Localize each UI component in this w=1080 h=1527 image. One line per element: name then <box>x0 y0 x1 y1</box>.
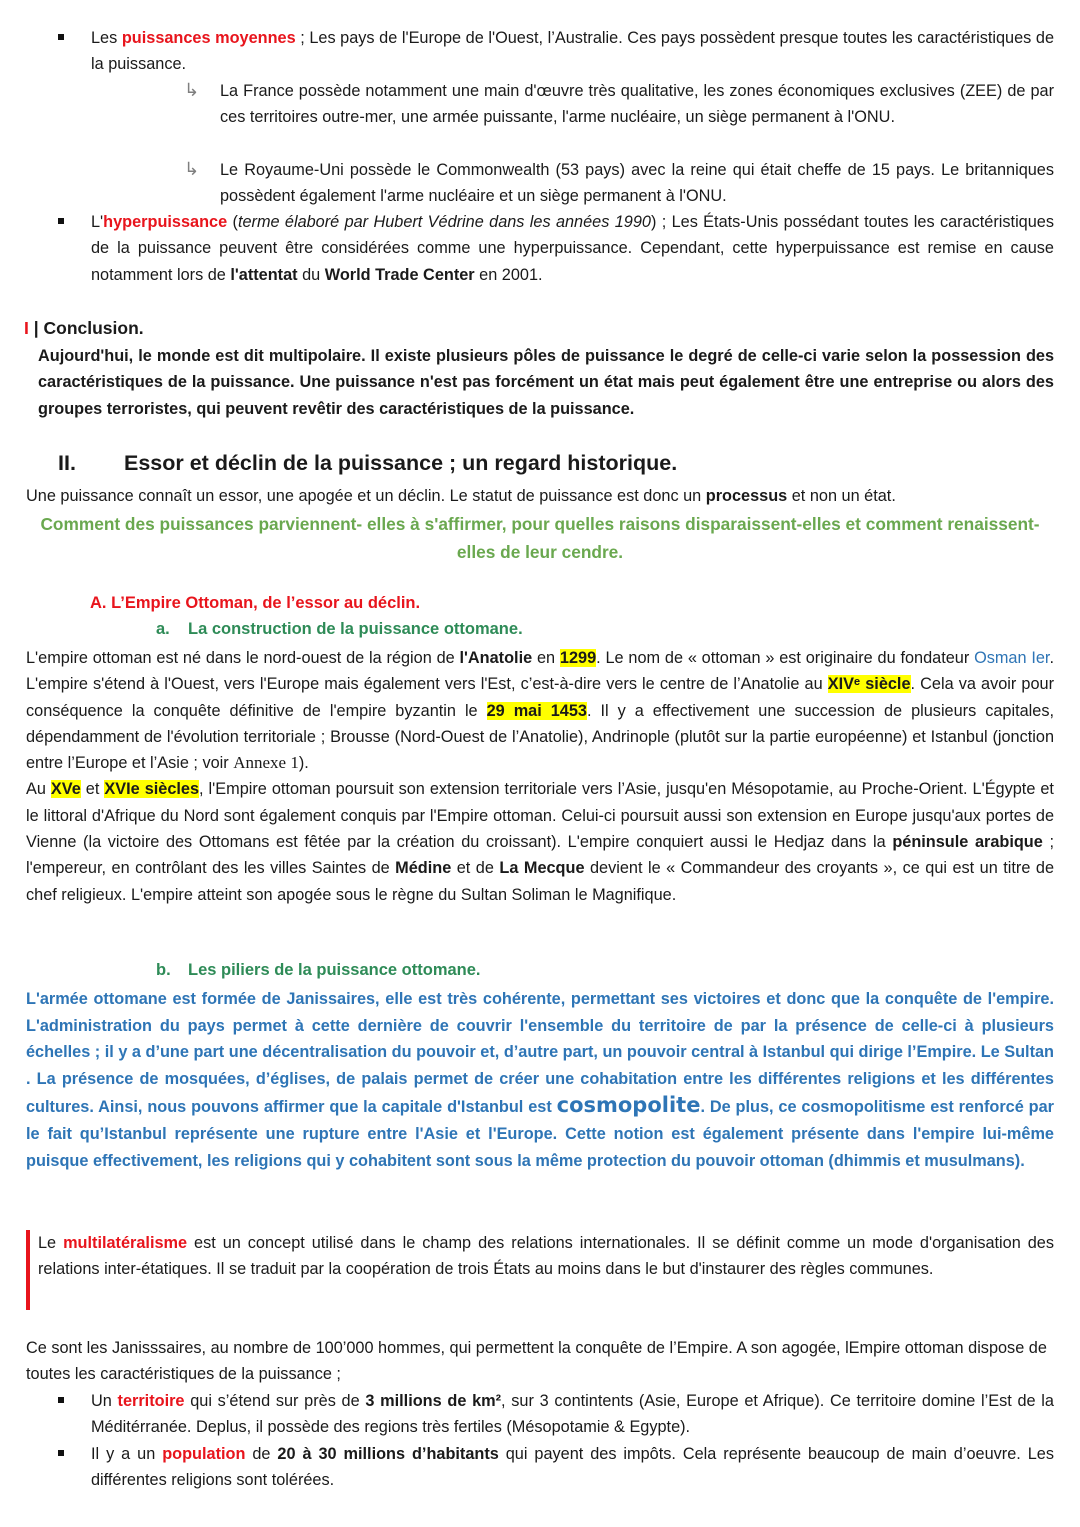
name-osman: Osman Ier <box>974 649 1050 667</box>
section-title: II. Essor et déclin de la puissance ; un regard historique. <box>58 451 678 475</box>
bullet-territoire: Un territoire qui s’étend sur près de 3 millions de km², sur 3 contintents (Asie, Europe et Afrique). Ce territoire domine l’Est de la Méditérranée. Deplus, il possède des regions très fertiles (Mésopotamie & Egypte). <box>91 1388 1054 1441</box>
section-intro: Une puissance connaît un essor, une apogée et un déclin. Le statut de puissance est donc un processus et non un état. <box>26 487 896 505</box>
heading-a-a: a. La construction de la puissance ottomane. <box>156 620 523 638</box>
sub-bullet-france: ↳ La France possède notamment une main d'œuvre très qualitative, les zones économiques exclusives (ZEE) de par ces territoires outre-mer, une armée puissante, l'arme nucléaire, un siège permanent à l'ONU. <box>184 80 1054 127</box>
term-hyperpuissance: hyperpuissance <box>103 213 228 231</box>
bullet-hyperpuissance: L'hyperpuissance (terme élaboré par Hubert Védrine dans les années 1990) ; Les États-Unis possédant toutes les caractéristiques de la puissance peuvent être considérées comme une hyperpuissance. Cependant, cette hyperpuissance est remise en cause notamment lors de l'attentat du World Trade Center en 2001. <box>91 209 1054 288</box>
annexe-ref: Annexe 1 <box>233 753 299 773</box>
highlight-1299: 1299 <box>559 649 597 667</box>
bullet-marker <box>58 1397 64 1403</box>
bullet-population: Il y a un population de 20 à 30 millions d’habitants qui payent des impôts. Cela représente beaucoup de main d’oeuvre. Les différentes religions sont tolérées. <box>91 1441 1054 1494</box>
paragraph-construction: L'empire ottoman est né dans le nord-ouest de la région de l'Anatolie en 1299. Le nom de « ottoman » est originaire du fondateur Osman Ier. L'empire s'étend à l'Ouest, vers l'Europe mais également vers l'Est, c’est-à-dire vers le centre de l’Anatolie au XIVᵉ siècle. Cela va avoir pour conséquence la conquête définitive de l'empire byzantin le 29 mai 1453. Il y a effectivement une succession de plusieurs capitales, dépendamment de l'évolution territoriale ; Brousse (Nord-Ouest de l’Anatolie), Andrinople (plutôt sur la partie européenne) et Istanbul (jonction entre l’Europe et l’Asie ; voir Annexe 1). Au XVe et XVIe siècles, l'Empire ottoman poursuit son extension territoriale vers l’Asie, jusqu'en Mésopotamie, au Proche-Orient. L'Égypte et le littoral d'Afrique du Nord sont également conquis par l'Empire ottoman. Celui-ci poursuit aussi son extension en Europe jusqu'aux portes de Vienne (la victoire des Ottomans est fêtée par la création du croissant). L'empire conquiert aussi le Hedjaz dans la péninsule arabique ; l'empereur, en contrôlant des les villes Saintes de Médine et de La Mecque devient le « Commandeur des croyants », ce qui est un titre de chef religieux. L'empire atteint son apogée sous le règne du Sultan Soliman le Magnifique. <box>26 649 1055 904</box>
definition-text: Le multilatéralisme est un concept utilisé dans le champ des relations internationales. Il se définit comme un mode d'organisation des relations inter-étatiques. Il se traduit par la coopération de trois États au moins dans le but d'instaurer des règles communes. <box>38 1234 1054 1279</box>
bullet-marker <box>58 34 64 40</box>
sub-bullet-royaume-uni: ↳ Le Royaume-Uni possède le Commonwealth (53 pays) avec la reine qui était cheffe de 15 pays. Le britanniques possèdent également l'arme nucléaire et un siège permanent à l'ONU. <box>184 159 1054 206</box>
heading-a-b: b. Les piliers de la puissance ottomane. <box>156 961 481 979</box>
paragraph-apogee: Ce sont les Janisssaires, au nombre de 100’000 hommes, qui permettent la conquête de l’Empire. A son agogée, lEmpire ottoman dispose de toutes les caractéristiques de la puissance ; <box>26 1339 1047 1384</box>
paragraph-piliers: L'armée ottomane est formée de Janissaires, elle est très cohérente, permettant ses victoires et donc que la conquête de l'empire. L'administration du pays permet à cette dernière de couvrir l'ensemble du territoire de par la présence de celle-ci à plusieurs échelles ; il y a d’une part une décentralisation du pouvoir et, d’autre part, un pouvoir central à Istanbul qui dirige l’Empire. Le Sultan . La présence de mosquées, d’églises, de palais permet de créer une cohabitation entre les différentes religions et les différentes cultures. Ainsi, nous pouvons affirmer que la capitale d'Istanbul est cosmopolite. De plus, ce cosmopolitisme est renforcé par le fait qu’Istanbul représente une rupture entre l'Asie et l'Europe. Cette notion est également présente dans l'empire lui-même puisque effectivement, les religions qui y cohabitent sont sous la même protection du pouvoir ottoman (dhimmis et musulmans). <box>26 990 1054 1170</box>
bullet-marker <box>58 218 64 224</box>
conclusion-body: Aujourd'hui, le monde est dit multipolaire. Il existe plusieurs pôles de puissance le degré de celle-ci varie selon la possession des caractéristiques de la puissance. Une puissance n'est pas forcément un état mais peut également être une entreprise ou alors des groupes terroristes, qui peuvent revêtir des caractéristiques de la puissance. <box>38 347 1054 418</box>
term-multilateralisme: multilatéralisme <box>63 1234 188 1252</box>
hook-arrow-icon: ↳ <box>184 80 200 100</box>
term-cosmopolite: cosmopolite <box>556 1093 701 1118</box>
heading-a: A. L’Empire Ottoman, de l’essor au déclin. <box>90 594 421 612</box>
term-puissances-moyennes: puissances moyennes <box>121 29 296 47</box>
conclusion-heading: I | Conclusion. <box>24 318 144 338</box>
definition-box <box>26 1230 1054 1310</box>
hook-arrow-icon: ↳ <box>184 159 200 179</box>
bullet-puissances-moyennes: Les puissances moyennes ; Les pays de l'Europe de l'Ouest, l’Australie. Ces pays possèdent presque toutes les caractéristiques de la puissance. <box>91 25 1054 78</box>
definition-bar <box>26 1230 30 1310</box>
bullet-marker <box>58 1450 64 1456</box>
section-question: Comment des puissances parviennent- elles à s'affirmer, pour quelles raisons disparaissent-elles et comment renaissent-elles de leur cendre. <box>40 514 1040 562</box>
